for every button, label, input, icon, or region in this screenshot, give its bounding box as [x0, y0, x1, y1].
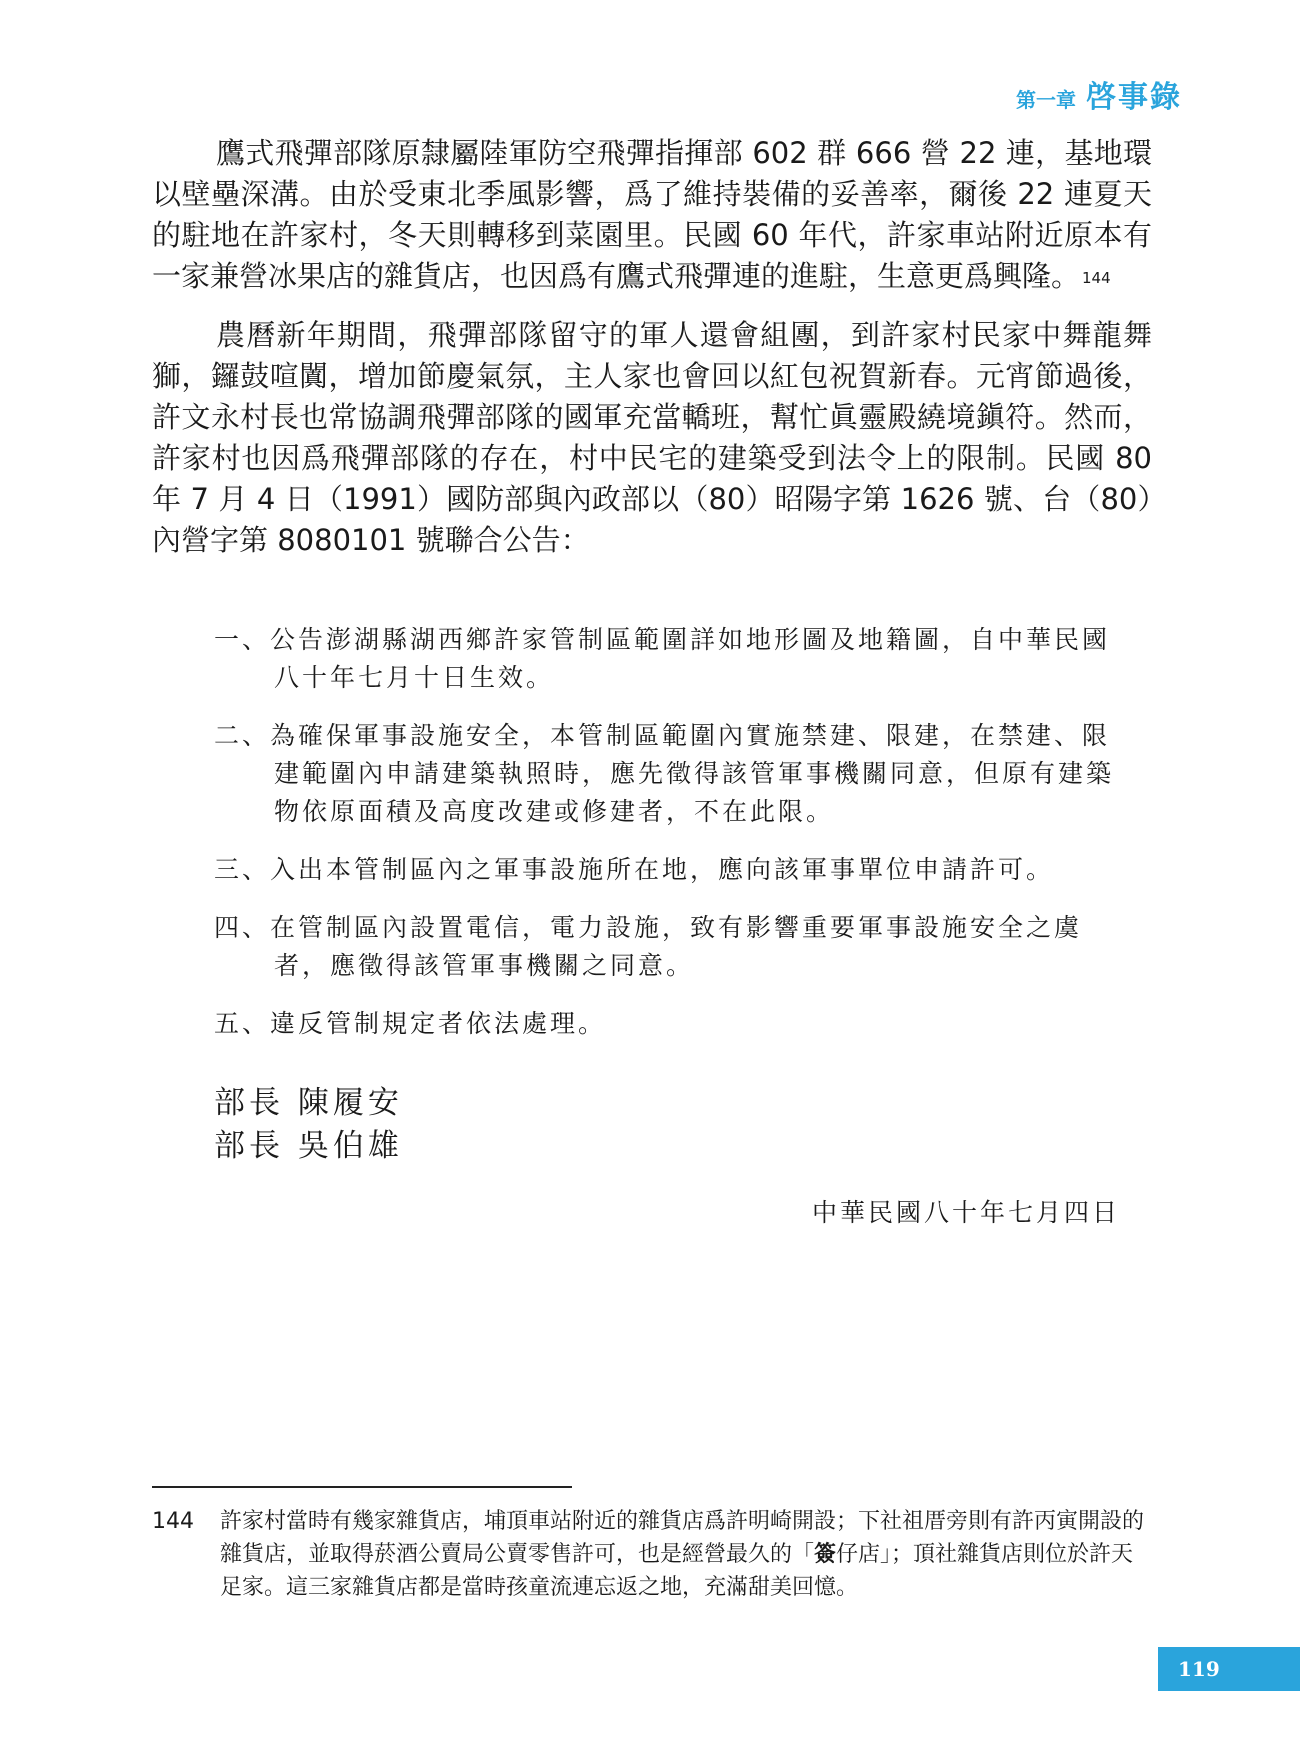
signatory-1: 部長 陳履安	[214, 1085, 403, 1121]
notice-list	[214, 621, 1134, 1063]
footnote	[152, 1505, 1152, 1604]
main-text	[152, 133, 1152, 561]
signature-block	[214, 1082, 403, 1168]
notice-item-1: 一、公告澎湖縣湖西鄉許家管制區範圍詳如地形圖及地籍圖，自中華民國八十年七月十日生效。	[214, 625, 1111, 692]
notice-item-4: 四、在管制區內設置電信，電力設施，致有影響重要軍事設施安全之虞者，應徵得該管軍事機關之同意。	[214, 913, 1083, 980]
page-number: 119	[1158, 1647, 1300, 1691]
notice-item-5: 五、違反管制規定者依法處理。	[214, 1009, 607, 1038]
footnote-divider	[152, 1486, 572, 1488]
notice-date: 中華民國八十年七月四日	[811, 1198, 1120, 1227]
signatory-2: 部長 吳伯雄	[214, 1128, 403, 1164]
chapter-title: 啓事錄	[1086, 80, 1182, 115]
notice-item-2: 二、為確保軍事設施安全，本管制區範圍內實施禁建、限建，在禁建、限建範圍內申請建築執照時，應先徵得該管軍事機關同意，但原有建築物依原面積及高度改建或修建者，不在此限。	[214, 721, 1115, 826]
footnote-number: 144	[152, 1509, 194, 1534]
notice-item-3: 三、入出本管制區內之軍事設施所在地，應向該軍事單位申請許可。	[214, 855, 1055, 884]
footnote-reference[interactable]: 144	[1082, 269, 1111, 287]
paragraph-1: 鷹式飛彈部隊原隸屬陸軍防空飛彈指揮部 602 群 666 營 22 連，基地環以壁壘深溝。由於受東北季風影響，爲了維持裝備的妥善率，爾後 22 連夏天的駐地在許家村，冬天則轉移到菜園里。民國 60 年代，許家車站附近原本有一家兼營冰果店的雜貨店，也因爲有鷹式飛彈連的進駐，生意更爲興隆。 $^{144}$	[152, 136, 1152, 293]
chapter-label: 第一章	[1016, 88, 1076, 112]
chapter-header	[1016, 72, 1182, 116]
paragraph-2: 農曆新年期間，飛彈部隊留守的軍人還會組團，到許家村民家中舞龍舞獅，鑼鼓喧闐，增加節慶氣氛，主人家也會回以紅包祝賀新春。元宵節過後，許文永村長也常協調飛彈部隊的國軍充當轎班，幫忙眞靈殿繞境鎭符。然而，許家村也因爲飛彈部隊的存在，村中民宅的建築受到法令上的限制。民國 80 年 7 月 4 日（1991）國防部與內政部以（80）昭陽字第 1626 號、台（80）內營字第 8080101 號聯合公告：	[152, 318, 1152, 557]
footnote-text: 許家村當時有幾家雜貨店，埔頂車站附近的雜貨店爲許明崎開設；下社祖厝旁則有許丙寅開設的雜貨店，並取得菸酒公賣局公賣零售許可，也是經營最久的「簽仔店」；頂社雜貨店則位於許天足家。這三家雜貨店都是當時孩童流連忘返之地，充滿甜美回憶。	[220, 1509, 1145, 1600]
